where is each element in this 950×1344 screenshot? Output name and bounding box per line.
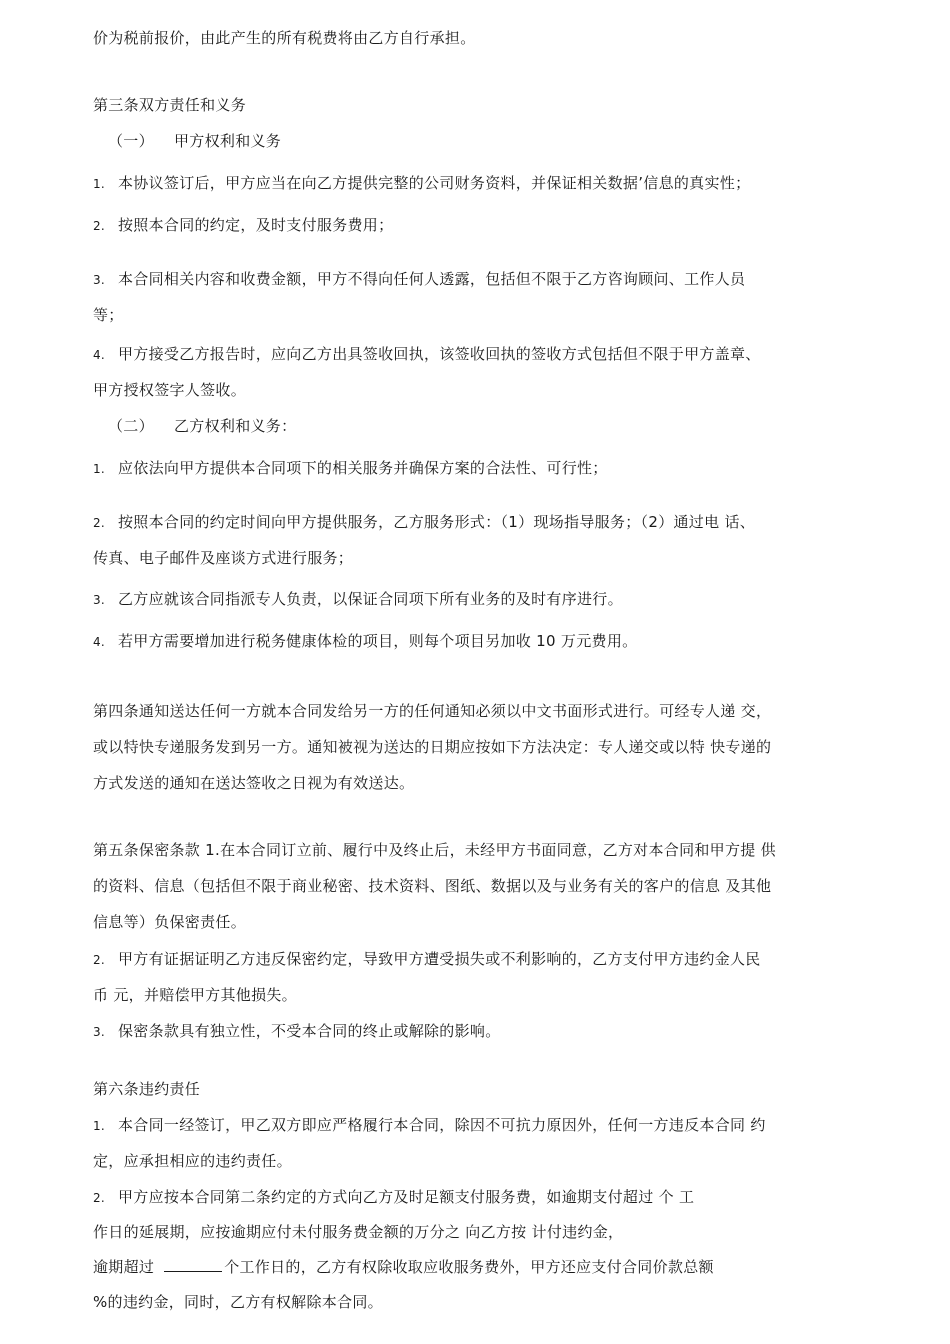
list-text: 本合同一经签订，甲乙双方即应严格履行本合同，除因不可抗力原因外，任何一方违反本合同 约 xyxy=(118,1116,766,1134)
list-number: 3. xyxy=(93,273,106,287)
list-number: 1. xyxy=(93,177,106,191)
subsection-heading xyxy=(108,131,281,151)
text-fragment: 逾期超过 xyxy=(93,1258,155,1276)
text-line: 传真、电子邮件及座谈方式进行服务； xyxy=(93,549,354,567)
list-number: 3. xyxy=(93,1025,106,1039)
list-item xyxy=(93,631,637,652)
subsection-number: （一） xyxy=(108,132,154,150)
list-number: 2. xyxy=(93,1191,106,1205)
section-paragraph-line: 第四条通知送达任何一方就本合同发给另一方的任何通知必须以中文书面形式进行。可经专人递 交， xyxy=(93,702,772,720)
list-number: 2. xyxy=(93,219,106,233)
text-line: 币 元，并赔偿甲方其他损失。 xyxy=(93,986,297,1004)
list-item xyxy=(93,458,608,479)
section-paragraph-line: 的资料、信息（包括但不限于商业秘密、技术资料、图纸、数据以及与业务有关的客户的信息 及其他 xyxy=(93,877,772,895)
list-number: 2. xyxy=(93,516,106,530)
list-text: 若甲方需要增加进行税务健康体检的项目，则每个项目另加收 10 万元费用。 xyxy=(118,632,638,650)
list-text: 甲方接受乙方报告时，应向乙方出具签收回执，该签收回执的签收方式包括但不限于甲方盖章、 xyxy=(118,345,761,363)
text-line xyxy=(93,1257,714,1277)
text-line: 价为税前报价，由此产生的所有税费将由乙方自行承担。 xyxy=(93,29,476,47)
list-number: 3. xyxy=(93,593,106,607)
section-heading: 第三条双方责任和义务 xyxy=(93,96,247,114)
subsection-title: 乙方权利和义务： xyxy=(174,417,297,435)
list-text: 按照本合同的约定，及时支付服务费用； xyxy=(118,216,394,234)
list-number: 4. xyxy=(93,635,106,649)
section-paragraph-line: 第五条保密条款 1.在本合同订立前、履行中及终止后，未经甲方书面同意，乙方对本合同和甲方提 供 xyxy=(93,841,776,859)
list-text: 本协议签订后，甲方应当在向乙方提供完整的公司财务资料，并保证相关数据’信息的真实性； xyxy=(118,174,751,192)
list-item xyxy=(93,589,623,610)
subsection-title: 甲方权利和义务 xyxy=(174,132,282,150)
subsection-number: （二） xyxy=(108,417,154,435)
text-line: 作日的延展期，应按逾期应付未付服务费金额的万分之 向乙方按 计付违约金， xyxy=(93,1223,624,1241)
list-text: 甲方应按本合同第二条约定的方式向乙方及时足额支付服务费，如逾期支付超过 个 工 xyxy=(118,1188,695,1206)
text-line: 甲方授权签字人签收。 xyxy=(93,381,247,399)
subsection-heading xyxy=(108,416,296,436)
list-item xyxy=(93,344,761,365)
list-item xyxy=(93,1115,766,1136)
list-number: 1. xyxy=(93,1119,106,1133)
text-line: 等； xyxy=(93,306,124,324)
list-text: 应依法向甲方提供本合同项下的相关服务并确保方案的合法性、可行性； xyxy=(118,459,608,477)
section-paragraph-line: 方式发送的通知在送达签收之日视为有效送达。 xyxy=(93,774,415,792)
list-number: 4. xyxy=(93,348,106,362)
fill-in-blank xyxy=(164,1257,222,1272)
list-item xyxy=(93,1021,501,1042)
list-item xyxy=(93,215,393,236)
list-text: 本合同相关内容和收费金额，甲方不得向任何人透露，包括但不限于乙方咨询顾问、工作人员 xyxy=(118,270,746,288)
list-item xyxy=(93,1187,694,1208)
section-paragraph-line: 信息等）负保密责任。 xyxy=(93,913,247,931)
list-text: 保密条款具有独立性，不受本合同的终止或解除的影响。 xyxy=(118,1022,501,1040)
section-paragraph-line: 或以特快专递服务发到另一方。通知被视为送达的日期应按如下方法决定：专人递交或以特 快专递的 xyxy=(93,738,772,756)
list-text: 乙方应就该合同指派专人负责，以保证合同项下所有业务的及时有序进行。 xyxy=(118,590,623,608)
list-item xyxy=(93,269,745,290)
list-item xyxy=(93,949,761,970)
list-text: 按照本合同的约定时间向甲方提供服务，乙方服务形式：（1）现场指导服务；（2）通过电 话、 xyxy=(118,513,756,531)
list-item xyxy=(93,173,750,194)
text-line: 定，应承担相应的违约责任。 xyxy=(93,1152,292,1170)
text-fragment: 个工作日的，乙方有权除收取应收服务费外，甲方还应支付合同价款总额 xyxy=(224,1258,714,1276)
section-heading: 第六条违约责任 xyxy=(93,1080,201,1098)
list-number: 2. xyxy=(93,953,106,967)
list-number: 1. xyxy=(93,462,106,476)
list-item xyxy=(93,512,755,533)
text-line: %的违约金，同时，乙方有权解除本合同。 xyxy=(93,1293,383,1311)
list-text: 甲方有证据证明乙方违反保密约定，导致甲方遭受损失或不利影响的，乙方支付甲方违约金人民 xyxy=(118,950,761,968)
